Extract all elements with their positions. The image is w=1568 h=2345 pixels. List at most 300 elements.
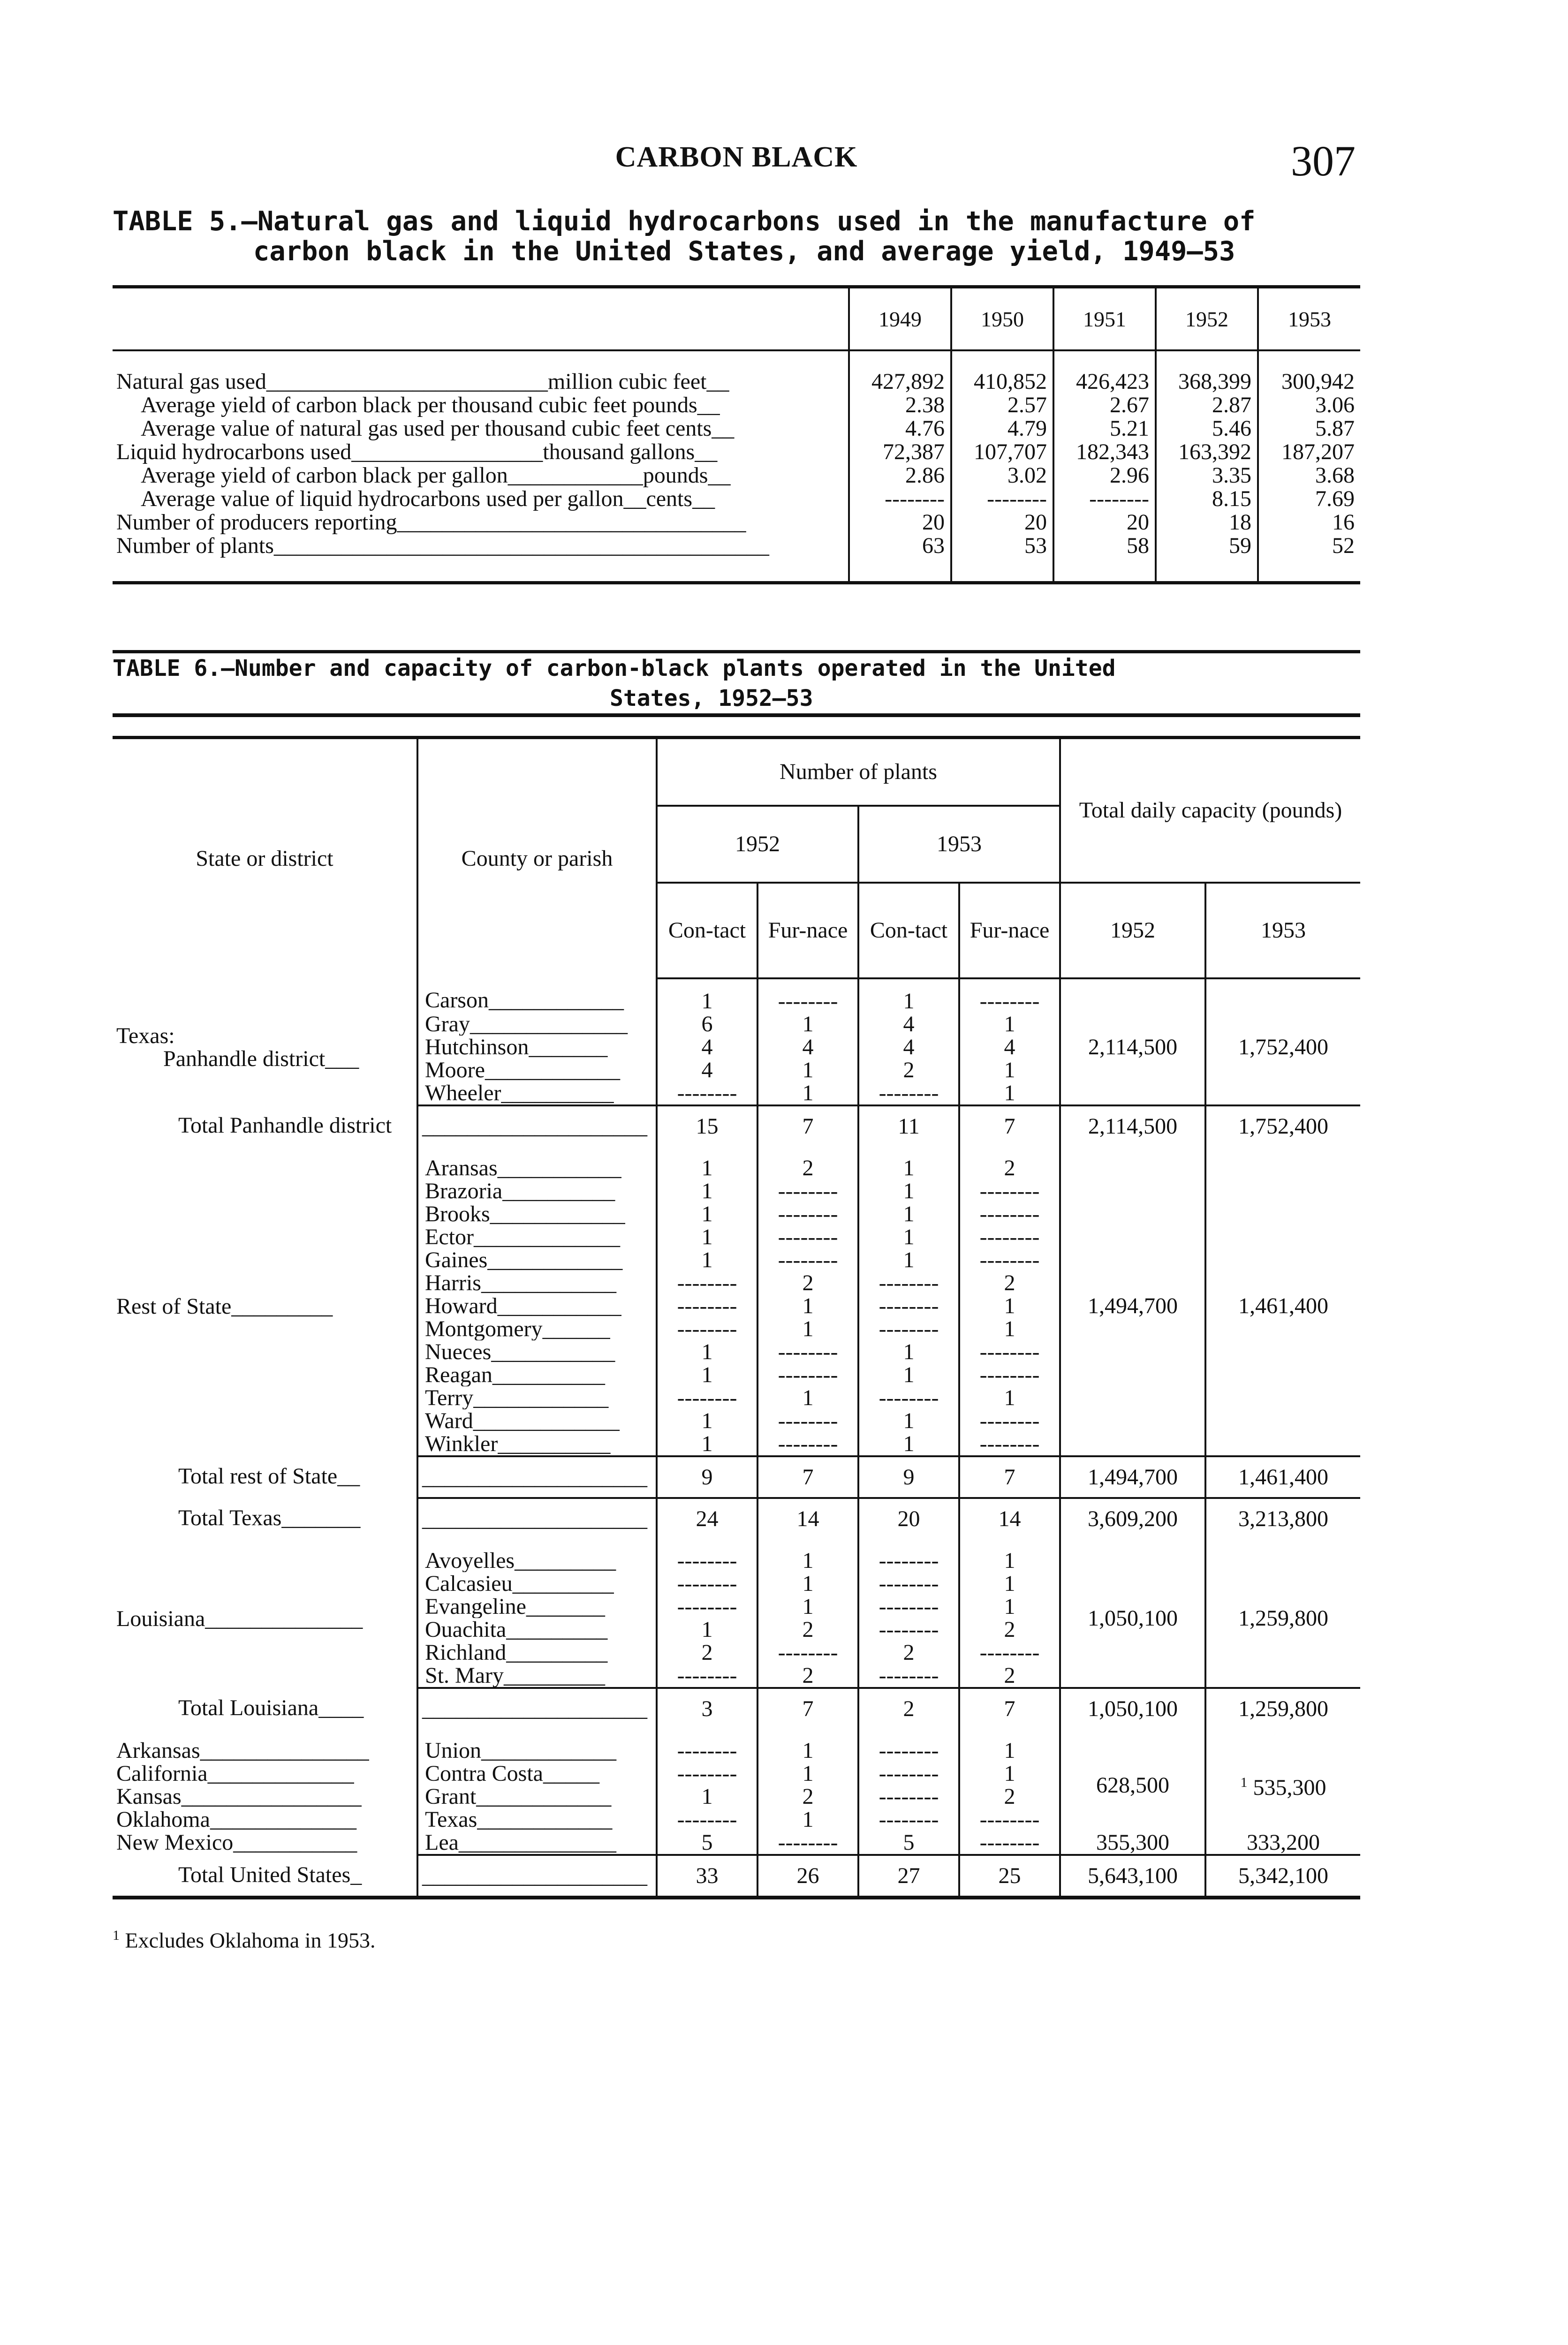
table6-state-label: New Mexico___________ xyxy=(116,1831,357,1855)
table6-cell: -------- xyxy=(757,1363,858,1386)
table6-footnote-ref: 1 xyxy=(1240,1775,1248,1790)
table5-caption xyxy=(113,206,1360,266)
table6-cell: 2 xyxy=(858,1059,959,1082)
table6-cell: 6 xyxy=(657,1013,757,1036)
table6-cell: -------- xyxy=(858,1386,959,1409)
table6-total-cell: 15 xyxy=(657,1105,757,1146)
table6-cell: 1 xyxy=(959,1572,1060,1595)
table6-total-cell: 7 xyxy=(959,1456,1060,1498)
table6-state-label: Kansas________________ xyxy=(116,1785,362,1808)
table6-county: Montgomery______ xyxy=(417,1317,657,1340)
table5-year-header: 1950 xyxy=(951,287,1053,351)
table6-caption-line1: TABLE 6.—Number and capacity of carbon-black plants operated in the United xyxy=(113,655,1116,681)
table5-row-label: Average yield of carbon black per gallon____________pounds__ xyxy=(141,464,731,487)
table6-body xyxy=(113,978,1360,1898)
table6-cell: 2 xyxy=(757,1271,858,1294)
table5-row xyxy=(113,464,1360,487)
table6-state-label xyxy=(113,1539,417,1688)
table6-county: Union____________ xyxy=(417,1729,657,1762)
table6-cell: -------- xyxy=(657,1762,757,1785)
table6-total-cell: 20 xyxy=(858,1498,959,1539)
table6-cell: 1 xyxy=(657,978,757,1013)
table6-cell: 1 xyxy=(657,1409,757,1432)
table6-cell: -------- xyxy=(757,1225,858,1248)
table5-cell: 163,392 xyxy=(1156,440,1258,464)
table6-county: Gaines____________ xyxy=(417,1248,657,1271)
table6-cell: -------- xyxy=(757,978,858,1013)
table6-total-county: ____________________ xyxy=(417,1498,657,1539)
table6-row-new-mexico xyxy=(113,1831,1360,1855)
table6-cell: 1 xyxy=(858,1363,959,1386)
footnote-text: Excludes Oklahoma in 1953. xyxy=(125,1928,376,1952)
table6-cell: 1 xyxy=(959,1013,1060,1036)
table6-total-us-row xyxy=(113,1855,1360,1898)
table6-cell: -------- xyxy=(757,1831,858,1855)
table6-capacity-header: Total daily capacity (pounds) xyxy=(1060,738,1360,883)
table5-cell: 5.21 xyxy=(1053,417,1156,440)
table6-cell: 1 xyxy=(757,1317,858,1340)
table6-total-cell: 1,752,400 xyxy=(1205,1105,1360,1146)
table5-cell: 8.15 xyxy=(1156,487,1258,511)
table6-cell: 1 xyxy=(959,1317,1060,1340)
table6-total-cell: 7 xyxy=(757,1105,858,1146)
footnote-mark: 1 xyxy=(113,1928,120,1943)
table5-row xyxy=(113,393,1360,417)
table6-cell: 355,300 xyxy=(1060,1831,1205,1855)
table6-total-cell: 7 xyxy=(757,1688,858,1729)
table5-row-label: Average value of liquid hydrocarbons used per gallon__cents__ xyxy=(141,487,715,511)
table6-total-label: Total rest of State__ xyxy=(178,1464,360,1489)
table6-cell: -------- xyxy=(959,1831,1060,1855)
table6-cell: -------- xyxy=(959,1432,1060,1456)
table6-cell: -------- xyxy=(959,1409,1060,1432)
table6-state-label: Oklahoma_____________ xyxy=(116,1808,356,1831)
table6-cell: -------- xyxy=(657,1271,757,1294)
table6-cell: 5 xyxy=(858,1831,959,1855)
table6-cell: 5 xyxy=(657,1831,757,1855)
table6-cell: 1 xyxy=(657,1432,757,1456)
table6-state-label xyxy=(113,978,417,1105)
table5-cell: -------- xyxy=(951,487,1053,511)
table5-cell: -------- xyxy=(1053,487,1156,511)
table6-total-cell: 7 xyxy=(959,1105,1060,1146)
table6-cell: -------- xyxy=(657,1082,757,1105)
table5-cell: 410,852 xyxy=(951,350,1053,393)
table6-total-cell: 2 xyxy=(858,1688,959,1729)
table6-cell: -------- xyxy=(858,1785,959,1808)
table6-cell: 1 xyxy=(858,1432,959,1456)
table6-total-cell: 26 xyxy=(757,1855,858,1898)
table5-cell: 5.87 xyxy=(1258,417,1360,440)
table5-cell: 63 xyxy=(849,534,951,583)
table6-row xyxy=(113,978,1360,1013)
table6-cell: -------- xyxy=(757,1180,858,1203)
table5-row-label: Average yield of carbon black per thousand cubic feet pounds__ xyxy=(141,393,720,417)
table5-cell: 427,892 xyxy=(849,350,951,393)
table6-cell: -------- xyxy=(858,1539,959,1572)
table6-cell: 1 xyxy=(959,1386,1060,1409)
table6-county: Ward_____________ xyxy=(417,1409,657,1432)
table6-cell: 1 xyxy=(657,1146,757,1180)
table6-cell: 1 xyxy=(858,1340,959,1363)
table5-year-header: 1949 xyxy=(849,287,951,351)
table5-cell: 4.76 xyxy=(849,417,951,440)
table6-cell: -------- xyxy=(959,1363,1060,1386)
table6-cell: 1 xyxy=(858,1180,959,1203)
table5-header-blank xyxy=(113,287,849,351)
table5-header-row xyxy=(113,287,1360,351)
table6-county: Ouachita_________ xyxy=(417,1618,657,1641)
table6-cell: -------- xyxy=(657,1294,757,1317)
table6-cell: -------- xyxy=(757,1340,858,1363)
table6-capacity-1953-header: 1953 xyxy=(1205,883,1360,978)
table6-cell: 1 xyxy=(858,1248,959,1271)
table6-county: St. Mary_________ xyxy=(417,1664,657,1688)
table6-cell: 1 xyxy=(959,1082,1060,1105)
table6-cell: -------- xyxy=(657,1317,757,1340)
table6-county: Gray______________ xyxy=(417,1013,657,1036)
table6-total-cell: 33 xyxy=(657,1855,757,1898)
table5-cell: 2.87 xyxy=(1156,393,1258,417)
table5-cell: 368,399 xyxy=(1156,350,1258,393)
table5-cell: 2.96 xyxy=(1053,464,1156,487)
table6-county: Wheeler__________ xyxy=(417,1082,657,1105)
table5-cell: 18 xyxy=(1156,511,1258,534)
table5-row-label: Average value of natural gas used per thousand cubic feet cents__ xyxy=(141,417,735,440)
footnote xyxy=(113,1928,1360,1952)
table5-cell: 72,387 xyxy=(849,440,951,464)
document-page xyxy=(113,136,1360,1952)
table6-state-label: Arkansas_______________ xyxy=(116,1738,369,1762)
table6-county: Richland_________ xyxy=(417,1641,657,1664)
table6-cell: 2 xyxy=(959,1664,1060,1688)
table6-county: Hutchinson_______ xyxy=(417,1036,657,1059)
table5-row xyxy=(113,417,1360,440)
table6-county: Calcasieu_________ xyxy=(417,1572,657,1595)
table6-total-county: ____________________ xyxy=(417,1456,657,1498)
table6-cell: 4 xyxy=(858,1036,959,1059)
table6-cell: -------- xyxy=(657,1808,757,1831)
table6-cell: -------- xyxy=(858,1082,959,1105)
table6-cell: -------- xyxy=(959,978,1060,1013)
table5-cell: 182,343 xyxy=(1053,440,1156,464)
table6-cell: 1 xyxy=(858,1146,959,1180)
table5-cell: 58 xyxy=(1053,534,1156,583)
table6-county: Harris____________ xyxy=(417,1271,657,1294)
table6-cell: 1 xyxy=(757,1059,858,1082)
table5-cell: 20 xyxy=(1053,511,1156,534)
table5-cell: -------- xyxy=(849,487,951,511)
table6-county: Howard___________ xyxy=(417,1294,657,1317)
table6-county: Avoyelles_________ xyxy=(417,1539,657,1572)
table6-cell: 2 xyxy=(959,1146,1060,1180)
table6-total-cell: 5,342,100 xyxy=(1205,1855,1360,1898)
table6-cell: 1 xyxy=(858,1409,959,1432)
table6-cell: 1 xyxy=(757,1572,858,1595)
table6-cell: 1 xyxy=(757,1729,858,1762)
table6-total-label: Total Louisiana____ xyxy=(178,1695,364,1720)
table6-state-label xyxy=(113,1146,417,1456)
table5-cell: 3.02 xyxy=(951,464,1053,487)
table6-cell: -------- xyxy=(757,1432,858,1456)
table6-cell: -------- xyxy=(858,1729,959,1762)
table6-cell: -------- xyxy=(657,1539,757,1572)
table6-contact-1953-header: Con-tact xyxy=(858,883,959,978)
table6-state-label: California_____________ xyxy=(116,1762,354,1785)
table5-cell: 187,207 xyxy=(1258,440,1360,464)
table6-cell: -------- xyxy=(858,1294,959,1317)
table6-cell: 1 xyxy=(757,1082,858,1105)
table6-cell: 1 xyxy=(757,1808,858,1831)
table6-county: Brooks____________ xyxy=(417,1203,657,1225)
table6-cell: 2 xyxy=(757,1785,858,1808)
table6-cell: 1 xyxy=(657,1785,757,1808)
table6-cell: 1 xyxy=(858,1225,959,1248)
table6-cell: 1 xyxy=(959,1294,1060,1317)
table5-row xyxy=(113,440,1360,464)
table6-total-cell: 1,461,400 xyxy=(1205,1456,1360,1498)
table5-row xyxy=(113,487,1360,511)
table6-county: Grant____________ xyxy=(417,1785,657,1808)
table5-row xyxy=(113,534,1360,583)
table5-cell: 16 xyxy=(1258,511,1360,534)
table6-cell: 1 xyxy=(959,1729,1060,1762)
table6-plants-1953-header: 1953 xyxy=(858,806,1060,883)
table5-cell: 2.57 xyxy=(951,393,1053,417)
table6-county: Brazoria__________ xyxy=(417,1180,657,1203)
table6-total-county: ____________________ xyxy=(417,1688,657,1729)
table6-county: Ector_____________ xyxy=(417,1225,657,1248)
table6-total-label: Total Panhandle district xyxy=(178,1113,392,1138)
table5-cell: 2.67 xyxy=(1053,393,1156,417)
table6-capacity-1953-value: 535,300 xyxy=(1253,1775,1326,1800)
table5-cell: 2.86 xyxy=(849,464,951,487)
table5-caption-line2: carbon black in the United States, and average yield, 1949–53 xyxy=(253,236,1235,267)
table6-total-cell: 11 xyxy=(858,1105,959,1146)
table5-cell: 4.79 xyxy=(951,417,1053,440)
table6-county: Nueces___________ xyxy=(417,1340,657,1363)
table6-county: Contra Costa_____ xyxy=(417,1762,657,1785)
table6-cell: -------- xyxy=(959,1225,1060,1248)
table6-cell: 4 xyxy=(657,1059,757,1082)
table6-cell: 2 xyxy=(959,1785,1060,1808)
table5-cell: 20 xyxy=(951,511,1053,534)
table6-capacity-1952: 1,050,100 xyxy=(1060,1539,1205,1688)
table6-cell: 2 xyxy=(657,1641,757,1664)
table6-state-header: State or district xyxy=(196,846,333,871)
table5-row-label: Liquid hydrocarbons used_________________thousand gallons__ xyxy=(116,440,718,464)
table6-plants-1952-header: 1952 xyxy=(657,806,858,883)
table6-total-cell: 7 xyxy=(959,1688,1060,1729)
table6-total-panhandle-row xyxy=(113,1105,1360,1146)
table6-state-name: Louisiana______________ xyxy=(116,1606,363,1631)
table5-cell: 52 xyxy=(1258,534,1360,583)
table6-cell: -------- xyxy=(757,1641,858,1664)
table6-cell: 1 xyxy=(959,1595,1060,1618)
table6-total-cell: 5,643,100 xyxy=(1060,1855,1205,1898)
page-header xyxy=(113,136,1360,197)
table5-cell: 426,423 xyxy=(1053,350,1156,393)
table6-cell: 1 xyxy=(657,1248,757,1271)
table6-caption-line2: States, 1952–53 xyxy=(610,685,813,711)
table6-cell: 2 xyxy=(757,1664,858,1688)
table6-total-cell: 3 xyxy=(657,1688,757,1729)
table5-cell: 3.35 xyxy=(1156,464,1258,487)
table6-cell: -------- xyxy=(959,1203,1060,1225)
table6-cell: 1 xyxy=(959,1059,1060,1082)
table5-cell: 107,707 xyxy=(951,440,1053,464)
table6 xyxy=(113,736,1360,1899)
table6-cell: 1 xyxy=(858,978,959,1013)
table6-cell: -------- xyxy=(858,1317,959,1340)
table6-contact-1952-header: Con-tact xyxy=(657,883,757,978)
table5-row-label: Number of producers reporting_______________________________ xyxy=(116,511,746,534)
table6-total-cell: 3,213,800 xyxy=(1205,1498,1360,1539)
table6-county: Lea______________ xyxy=(417,1831,657,1855)
table5-row-label: Natural gas used_________________________million cubic feet__ xyxy=(116,369,729,393)
table6-cell: 1 xyxy=(757,1595,858,1618)
table6-cell: 2 xyxy=(757,1146,858,1180)
table6-capacity-1953: 1,752,400 xyxy=(1205,978,1360,1105)
table6-cell: 2 xyxy=(959,1618,1060,1641)
table6-cell: 1 xyxy=(757,1013,858,1036)
table6-cell: 4 xyxy=(657,1036,757,1059)
table6-capacity-1952: 1,494,700 xyxy=(1060,1146,1205,1456)
table6-total-label: Total Texas_______ xyxy=(178,1505,361,1530)
table6-cell: -------- xyxy=(757,1203,858,1225)
table6-county: Carson____________ xyxy=(417,978,657,1013)
table6-cell: 333,200 xyxy=(1205,1831,1360,1855)
table6-cell: 2 xyxy=(757,1618,858,1641)
table6-cell: -------- xyxy=(959,1180,1060,1203)
table6-cell: 2 xyxy=(858,1641,959,1664)
table6-cell: 1 xyxy=(657,1180,757,1203)
table6-row xyxy=(113,1146,1360,1180)
table5-cell: 59 xyxy=(1156,534,1258,583)
table6-state-name: Rest of State_________ xyxy=(116,1294,333,1319)
table6-total-label: Total United States_ xyxy=(178,1862,362,1887)
table6-capacity-1952-header: 1952 xyxy=(1060,883,1205,978)
table6-cell: 1 xyxy=(657,1340,757,1363)
table6-plants-header: Number of plants xyxy=(657,738,1060,806)
table5-cell: 3.06 xyxy=(1258,393,1360,417)
table5-body xyxy=(113,350,1360,583)
table6-cell: 1 xyxy=(858,1203,959,1225)
table5-row xyxy=(113,511,1360,534)
table5-year-header: 1952 xyxy=(1156,287,1258,351)
table6-row xyxy=(113,1729,1360,1762)
table5-cell: 300,942 xyxy=(1258,350,1360,393)
table5-cell: 7.69 xyxy=(1258,487,1360,511)
table6-capacity-1952: 2,114,500 xyxy=(1060,978,1205,1105)
table6-county-header: County or parish xyxy=(417,738,657,979)
table6-capacity-1952: 628,500 xyxy=(1060,1729,1205,1831)
table6-furnace-1953-header: Fur-nace xyxy=(959,883,1060,978)
table5-year-header: 1953 xyxy=(1258,287,1360,351)
table6-county: Terry____________ xyxy=(417,1386,657,1409)
table6-total-county: ____________________ xyxy=(417,1105,657,1146)
table6-cell: 4 xyxy=(757,1036,858,1059)
table6-cell: 1 xyxy=(657,1363,757,1386)
table6-cell: -------- xyxy=(858,1595,959,1618)
table6-cell: -------- xyxy=(858,1808,959,1831)
table6-county: Aransas___________ xyxy=(417,1146,657,1180)
table6-cell: 2 xyxy=(959,1271,1060,1294)
table6-cell: 1 xyxy=(959,1539,1060,1572)
table6-total-cell: 1,494,700 xyxy=(1060,1456,1205,1498)
table6-total-cell: 27 xyxy=(858,1855,959,1898)
table6-total-louisiana-row xyxy=(113,1688,1360,1729)
page-number: 307 xyxy=(1291,137,1356,185)
table6-cell: -------- xyxy=(657,1572,757,1595)
table6-total-cell: 2,114,500 xyxy=(1060,1105,1205,1146)
table6-cell: 1 xyxy=(757,1294,858,1317)
table6-cell: 4 xyxy=(959,1036,1060,1059)
table6-county: Winkler__________ xyxy=(417,1432,657,1456)
table6-cell: -------- xyxy=(657,1386,757,1409)
table6-county: Texas____________ xyxy=(417,1808,657,1831)
table6-cell: 4 xyxy=(858,1013,959,1036)
table6-row xyxy=(113,1539,1360,1572)
table6-capacity-1953 xyxy=(1205,1729,1360,1831)
table6-total-cell: 1,259,800 xyxy=(1205,1688,1360,1729)
table6-state-name: Panhandle district___ xyxy=(163,1046,359,1071)
table6-cell: -------- xyxy=(757,1409,858,1432)
table5-row xyxy=(113,350,1360,393)
table5-caption-line1: TABLE 5.—Natural gas and liquid hydrocarbons used in the manufacture of xyxy=(113,206,1256,237)
table6-total-cell: 25 xyxy=(959,1855,1060,1898)
table6-cell: -------- xyxy=(959,1641,1060,1664)
table6-total-cell: 7 xyxy=(757,1456,858,1498)
table6-cell: 1 xyxy=(757,1762,858,1785)
table6-cell: 1 xyxy=(657,1203,757,1225)
table6-cell: -------- xyxy=(959,1808,1060,1831)
table6-cell: -------- xyxy=(959,1248,1060,1271)
table6-cell: -------- xyxy=(858,1762,959,1785)
table6-cell: 1 xyxy=(657,1618,757,1641)
table6-furnace-1952-header: Fur-nace xyxy=(757,883,858,978)
table5-cell: 20 xyxy=(849,511,951,534)
table5-cell: 2.38 xyxy=(849,393,951,417)
table6-total-cell: 9 xyxy=(858,1456,959,1498)
table5-year-header: 1951 xyxy=(1053,287,1156,351)
table6-total-cell: 24 xyxy=(657,1498,757,1539)
table6-total-texas-row xyxy=(113,1498,1360,1539)
table6-cell: -------- xyxy=(858,1572,959,1595)
table6-total-cell: 3,609,200 xyxy=(1060,1498,1205,1539)
table6-cell: -------- xyxy=(959,1340,1060,1363)
table6-cell: -------- xyxy=(757,1248,858,1271)
table6-cell: -------- xyxy=(657,1595,757,1618)
table6-caption xyxy=(113,650,1360,717)
table6-total-cell: 14 xyxy=(959,1498,1060,1539)
table6-cell: -------- xyxy=(858,1271,959,1294)
table6-county: Evangeline_______ xyxy=(417,1595,657,1618)
table6-total-rest-row xyxy=(113,1456,1360,1498)
table6-cell: -------- xyxy=(858,1664,959,1688)
table6-total-county: ____________________ xyxy=(417,1855,657,1898)
table6-cell: 1 xyxy=(657,1225,757,1248)
table6-cell: -------- xyxy=(657,1729,757,1762)
table6-cell: 1 xyxy=(757,1386,858,1409)
table6-cell: -------- xyxy=(858,1618,959,1641)
table6-state-parent-label: Texas: xyxy=(116,1023,175,1048)
table5-cell: 53 xyxy=(951,534,1053,583)
table6-cell: 1 xyxy=(959,1762,1060,1785)
table6-capacity-1953: 1,259,800 xyxy=(1205,1539,1360,1688)
table5 xyxy=(113,285,1360,584)
table5-cell: 3.68 xyxy=(1258,464,1360,487)
